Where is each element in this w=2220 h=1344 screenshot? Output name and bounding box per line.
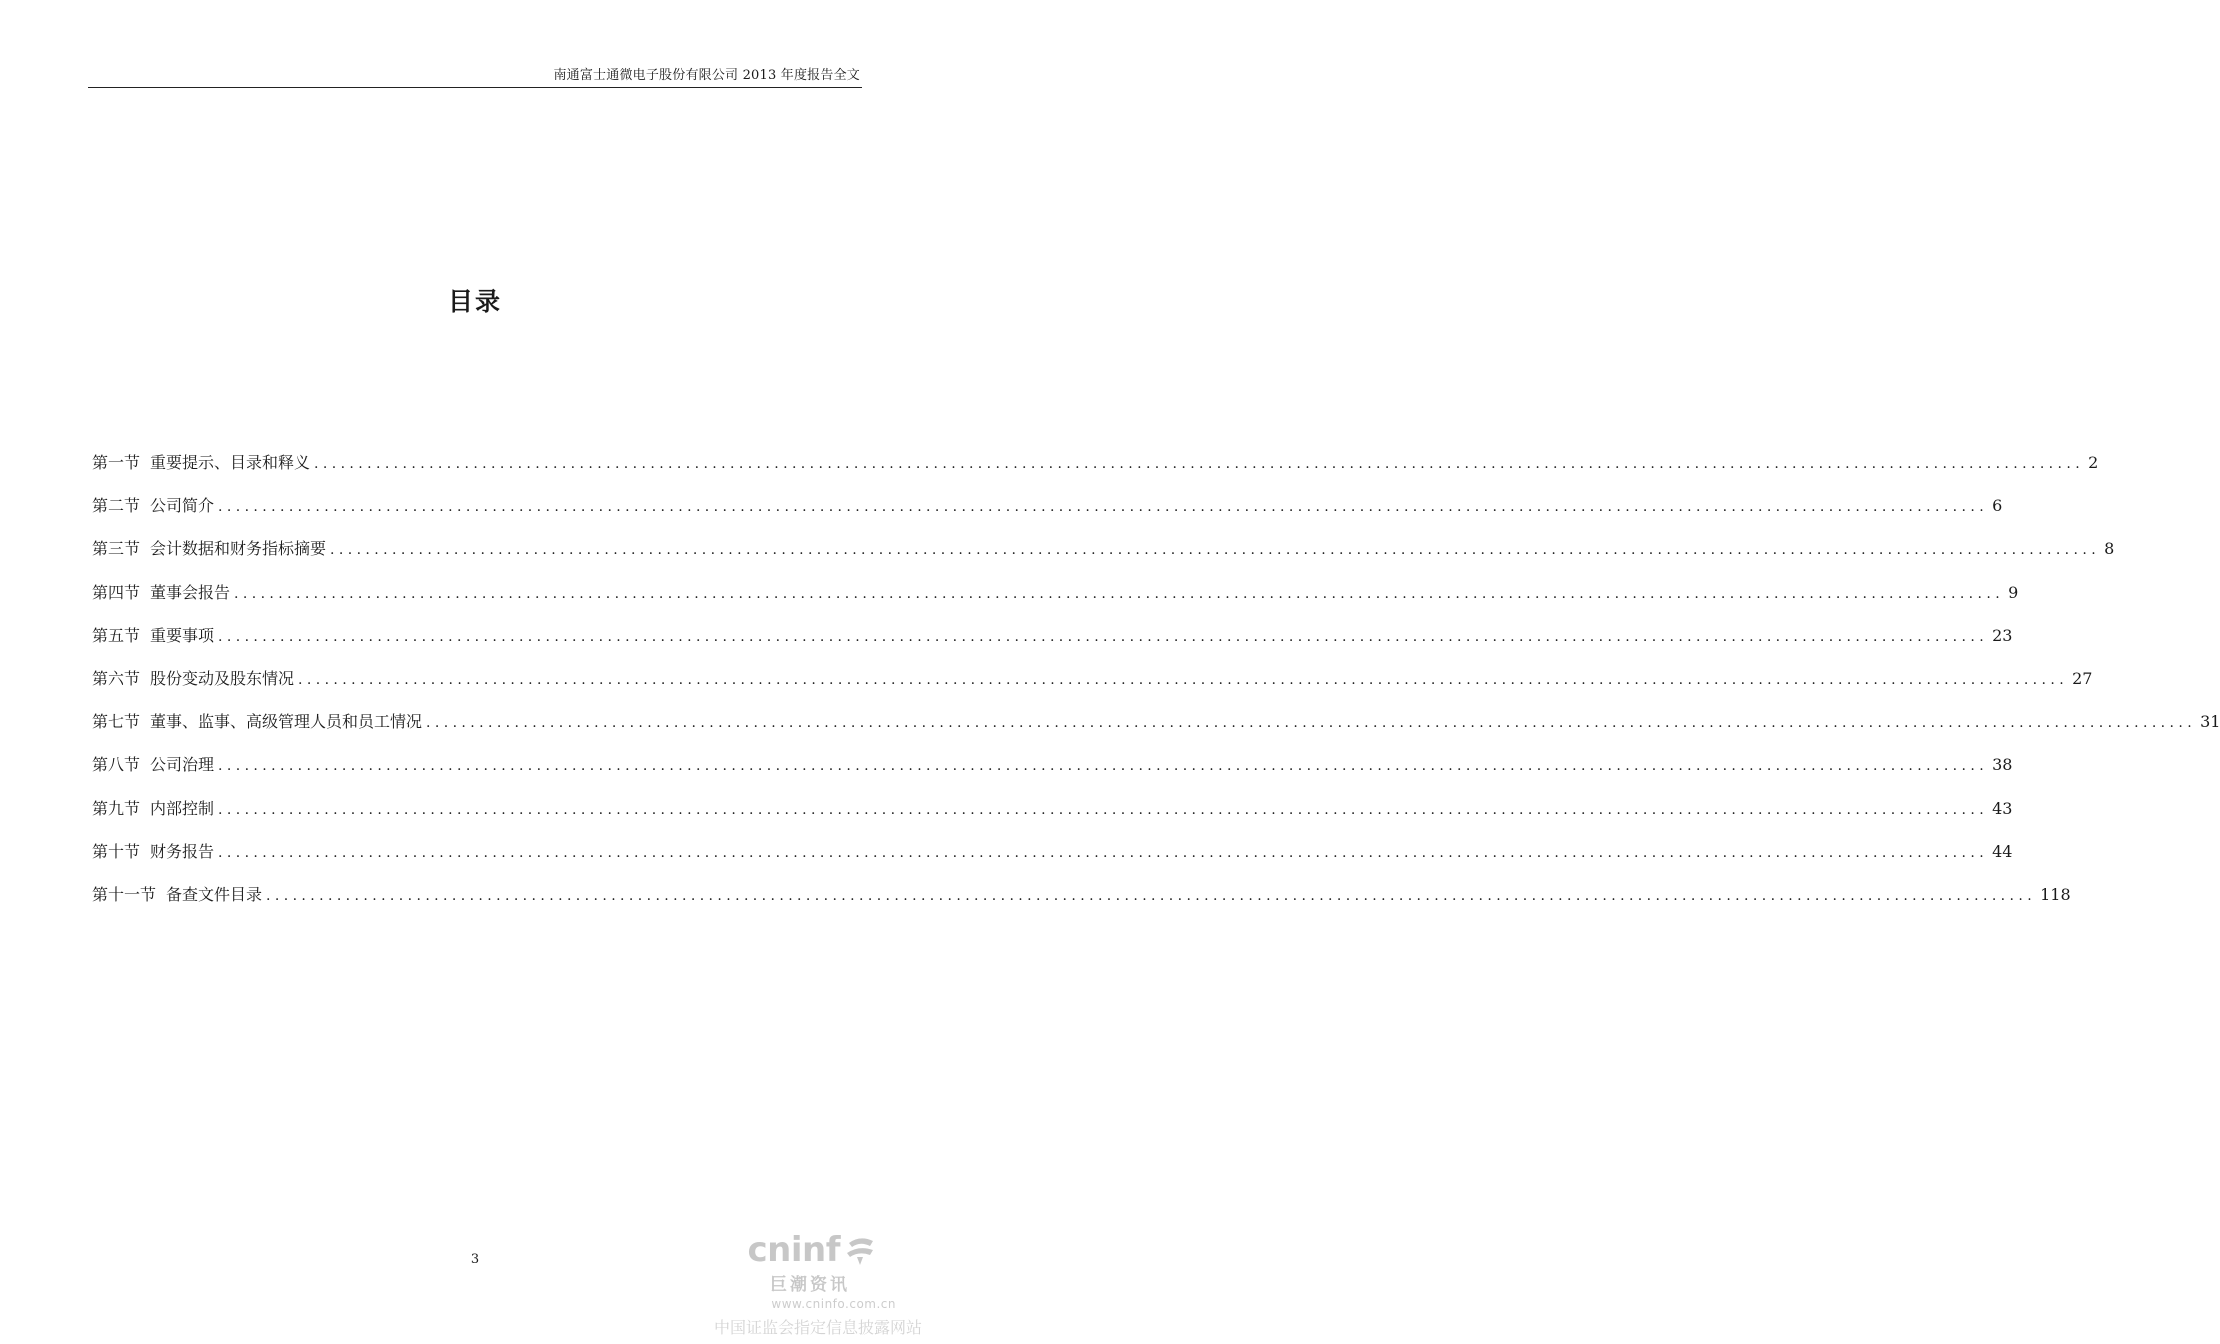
toc-entry-page: 8 (2104, 539, 2115, 559)
toc-entry-dot-leader: ........................................................................................................................................................................................................ (234, 585, 2005, 602)
toc-entry-label: 董事会报告 (150, 582, 231, 602)
running-header-title: 南通富士通微电子股份有限公司 2013 年度报告全文 (553, 68, 860, 83)
toc-entry-dot-leader: ........................................................................................................................................................................................................ (298, 671, 2069, 688)
toc-entry-chapter: 第十一节 (92, 884, 157, 904)
toc-entry-dot-leader: ........................................................................................................................................................................................................ (218, 628, 1989, 645)
table-of-contents (92, 450, 2220, 925)
toc-entry-label: 公司治理 (150, 755, 215, 775)
toc-entry-dot-leader: ........................................................................................................................................................................................................ (218, 499, 1989, 516)
toc-entry-label: 重要提示、目录和释义 (150, 453, 311, 472)
cninfo-slogan: 中国证监会指定信息披露网站 (713, 1318, 922, 1337)
toc-entry[interactable] (92, 666, 2093, 709)
cninfo-logo (747, 1228, 877, 1272)
toc-entry-dot-leader: ........................................................................................................................................................................................................ (314, 456, 2085, 472)
toc-entry-dot-leader: ........................................................................................................................................................................................................ (218, 801, 1989, 818)
toc-entry-page: 9 (2008, 582, 2019, 602)
toc-title: 目录 (447, 287, 502, 316)
toc-entry[interactable] (92, 493, 2003, 536)
page-number: 3 (470, 1252, 480, 1267)
toc-entry[interactable] (92, 450, 2099, 493)
toc-entry-chapter: 第六节 (92, 668, 141, 688)
toc-entry[interactable] (92, 580, 2019, 623)
toc-entry-chapter: 第十节 (92, 841, 141, 861)
toc-entry-dot-leader: ........................................................................................................................................................................................................ (218, 844, 1989, 861)
toc-entry-label: 财务报告 (150, 841, 215, 861)
toc-entry-dot-leader: ........................................................................................................................................................................................................ (218, 758, 1989, 775)
cninfo-url: www.cninfo.com.cn (771, 1297, 896, 1311)
toc-entry-label: 重要事项 (150, 625, 215, 645)
toc-entry-label: 公司简介 (150, 496, 215, 516)
toc-entry-page: 27 (2072, 668, 2093, 688)
toc-entry-chapter: 第八节 (92, 755, 141, 775)
toc-entry-label: 备查文件目录 (166, 884, 263, 904)
toc-entry-page: 43 (1992, 798, 2013, 818)
toc-entry[interactable] (92, 623, 2013, 666)
toc-entry-chapter: 第九节 (92, 798, 141, 818)
toc-entry[interactable] (92, 536, 2115, 579)
cninfo-mark-icon (843, 1233, 877, 1267)
toc-entry[interactable] (92, 752, 2013, 795)
toc-entry-page: 6 (1992, 496, 2003, 516)
toc-entry[interactable] (92, 709, 2220, 752)
toc-entry-chapter: 第七节 (92, 712, 141, 732)
toc-entry-page: 118 (2040, 884, 2071, 904)
toc-entry[interactable] (92, 882, 2071, 925)
toc-entry-chapter: 第一节 (92, 453, 141, 472)
toc-entry-label: 董事、监事、高级管理人员和员工情况 (150, 712, 423, 732)
toc-entry-page: 38 (1992, 755, 2013, 775)
toc-entry-label: 会计数据和财务指标摘要 (150, 539, 327, 559)
running-header (88, 60, 862, 88)
toc-entry-dot-leader: ........................................................................................................................................................................................................ (330, 542, 2101, 559)
toc-entry-chapter: 第五节 (92, 625, 141, 645)
cninfo-chinese-name: 巨潮资讯 (770, 1275, 850, 1295)
toc-entry-page: 31 (2200, 712, 2220, 732)
toc-entry-page: 23 (1992, 625, 2013, 645)
toc-entry-label: 内部控制 (150, 798, 215, 818)
cninfo-watermark (713, 1228, 922, 1338)
toc-entry-chapter: 第四节 (92, 582, 141, 602)
toc-entry[interactable] (92, 796, 2013, 839)
toc-entry-dot-leader: ........................................................................................................................................................................................................ (266, 887, 2037, 904)
toc-entry[interactable] (92, 839, 2013, 882)
toc-entry-chapter: 第三节 (92, 539, 141, 559)
toc-entry-dot-leader: ........................................................................................................................................................................................................ (426, 715, 2197, 732)
toc-entry-label: 股份变动及股东情况 (150, 668, 295, 688)
toc-entry-page: 2 (2088, 453, 2099, 472)
cninfo-logo-text: cninf (747, 1230, 840, 1270)
toc-entry-page: 44 (1992, 841, 2013, 861)
toc-entry-chapter: 第二节 (92, 496, 141, 516)
